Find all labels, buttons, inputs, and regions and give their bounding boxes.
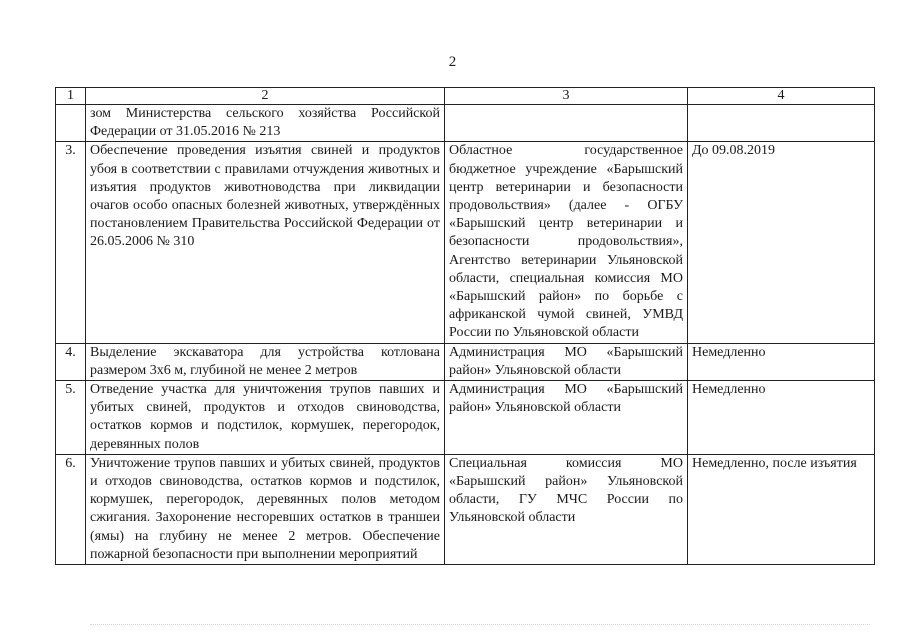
table-row <box>56 454 875 564</box>
measure-cell: Отведение участка для уничтожения трупов павших и убитых свиней, продуктов и отходов свиноводства, остатков кормов и подстилок, кормушек, перегородок, деревянных полов <box>86 381 445 455</box>
measure-cell: Уничтожение трупов павших и убитых свиней, продуктов и отходов свиноводства, остатков кормов и подстилок, кормушек, перегородок, деревянных полов методом сжигания. Захоронение несгоревших остатков в траншеи (ямы) на глубину не менее 2 метров. Обеспечение пожарной безопасности при выполнении мероприятий <box>86 454 445 564</box>
measure-cell: Выделение экскаватора для устройства котлована размером 3х6 м, глубиной не менее 2 метров <box>86 343 445 380</box>
measure-cell: Обеспечение проведения изъятия свиней и продуктов убоя в соответствии с правилами отчуждения животных и изъятия продуктов животноводства при ликвидации очагов особо опасных болезней животных, утверждённых постановлением Правительства Российской Федерации от 26.05.2006 № 310 <box>86 142 445 343</box>
responsible-cell: Администрация МО «Барышский район» Ульяновской области <box>445 381 688 455</box>
row-number-cell: 4. <box>56 343 86 380</box>
row-number-cell: 3. <box>56 142 86 343</box>
deadline-cell: До 09.08.2019 <box>688 142 875 343</box>
column-header-4: 4 <box>688 88 875 105</box>
table-row <box>56 343 875 380</box>
responsible-cell: Специальная комиссия МО «Барышский район» Ульяновской области, ГУ МЧС России по Ульяновской области <box>445 454 688 564</box>
row-number-cell <box>56 105 86 142</box>
table-row <box>56 381 875 455</box>
column-header-3: 3 <box>445 88 688 105</box>
responsible-cell: Областное государственное бюджетное учреждение «Барышский центр ветеринарии и безопасности продовольствия» (далее - ОГБУ «Барышский центр ветеринарии и безопасности продовольствия», Агентство ветеринарии Ульяновской области, специальная комиссия МО «Барышский район» по борьбе с африканской чумой свиней, УМВД России по Ульяновской области <box>445 142 688 343</box>
table-row <box>56 142 875 343</box>
responsible-cell: Администрация МО «Барышский район» Ульяновской области <box>445 343 688 380</box>
table-header-row <box>56 88 875 105</box>
deadline-cell <box>688 105 875 142</box>
deadline-cell: Немедленно, после изъятия <box>688 454 875 564</box>
responsible-cell <box>445 105 688 142</box>
table-row-continuation <box>56 105 875 142</box>
measure-cell: зом Министерства сельского хозяйства Российской Федерации от 31.05.2016 № 213 <box>86 105 445 142</box>
deadline-cell: Немедленно <box>688 343 875 380</box>
page-number: 2 <box>448 54 457 70</box>
row-number-cell: 5. <box>56 381 86 455</box>
column-header-2: 2 <box>86 88 445 105</box>
column-header-1: 1 <box>56 88 86 105</box>
deadline-cell: Немедленно <box>688 381 875 455</box>
measures-table <box>55 87 875 565</box>
row-number-cell: 6. <box>56 454 86 564</box>
scan-artifact <box>90 624 870 631</box>
